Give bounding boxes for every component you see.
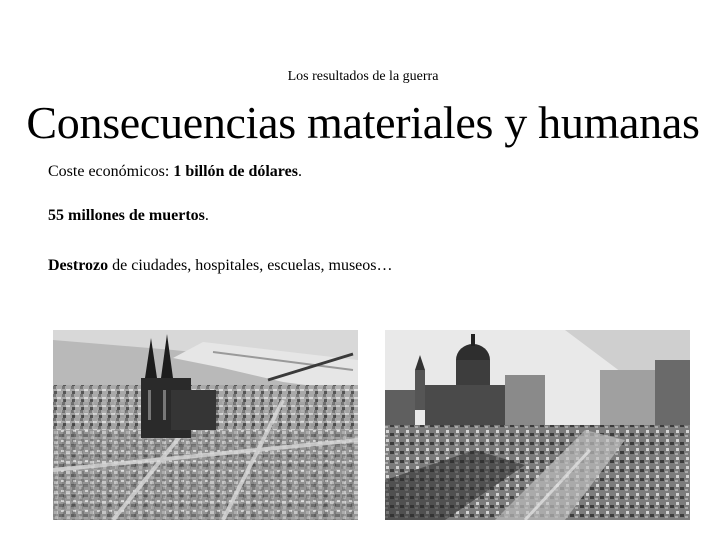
bullet-text: de ciudades, hospitales, escuelas, museos… bbox=[108, 257, 393, 274]
slide-title: Consecuencias materiales y humanas bbox=[26, 97, 700, 148]
photo-ruined-city-cathedral bbox=[53, 330, 358, 520]
bullet-text-bold: 55 millones de muertos bbox=[48, 207, 205, 224]
bullet-text: . bbox=[297, 163, 302, 180]
slide-subtitle: Los resultados de la guerra bbox=[287, 69, 439, 84]
photo-ruined-city-dome bbox=[385, 330, 690, 520]
bullet-text-bold: Destrozo bbox=[48, 257, 109, 274]
bullet-text-bold: 1 billón de dólares bbox=[173, 163, 298, 180]
bullet-text: Coste económicos: bbox=[48, 163, 174, 180]
bullet-deaths bbox=[48, 206, 209, 226]
bullet-text: . bbox=[204, 207, 209, 224]
bullet-economic-cost bbox=[48, 162, 302, 182]
bullet-destruction bbox=[48, 256, 393, 276]
